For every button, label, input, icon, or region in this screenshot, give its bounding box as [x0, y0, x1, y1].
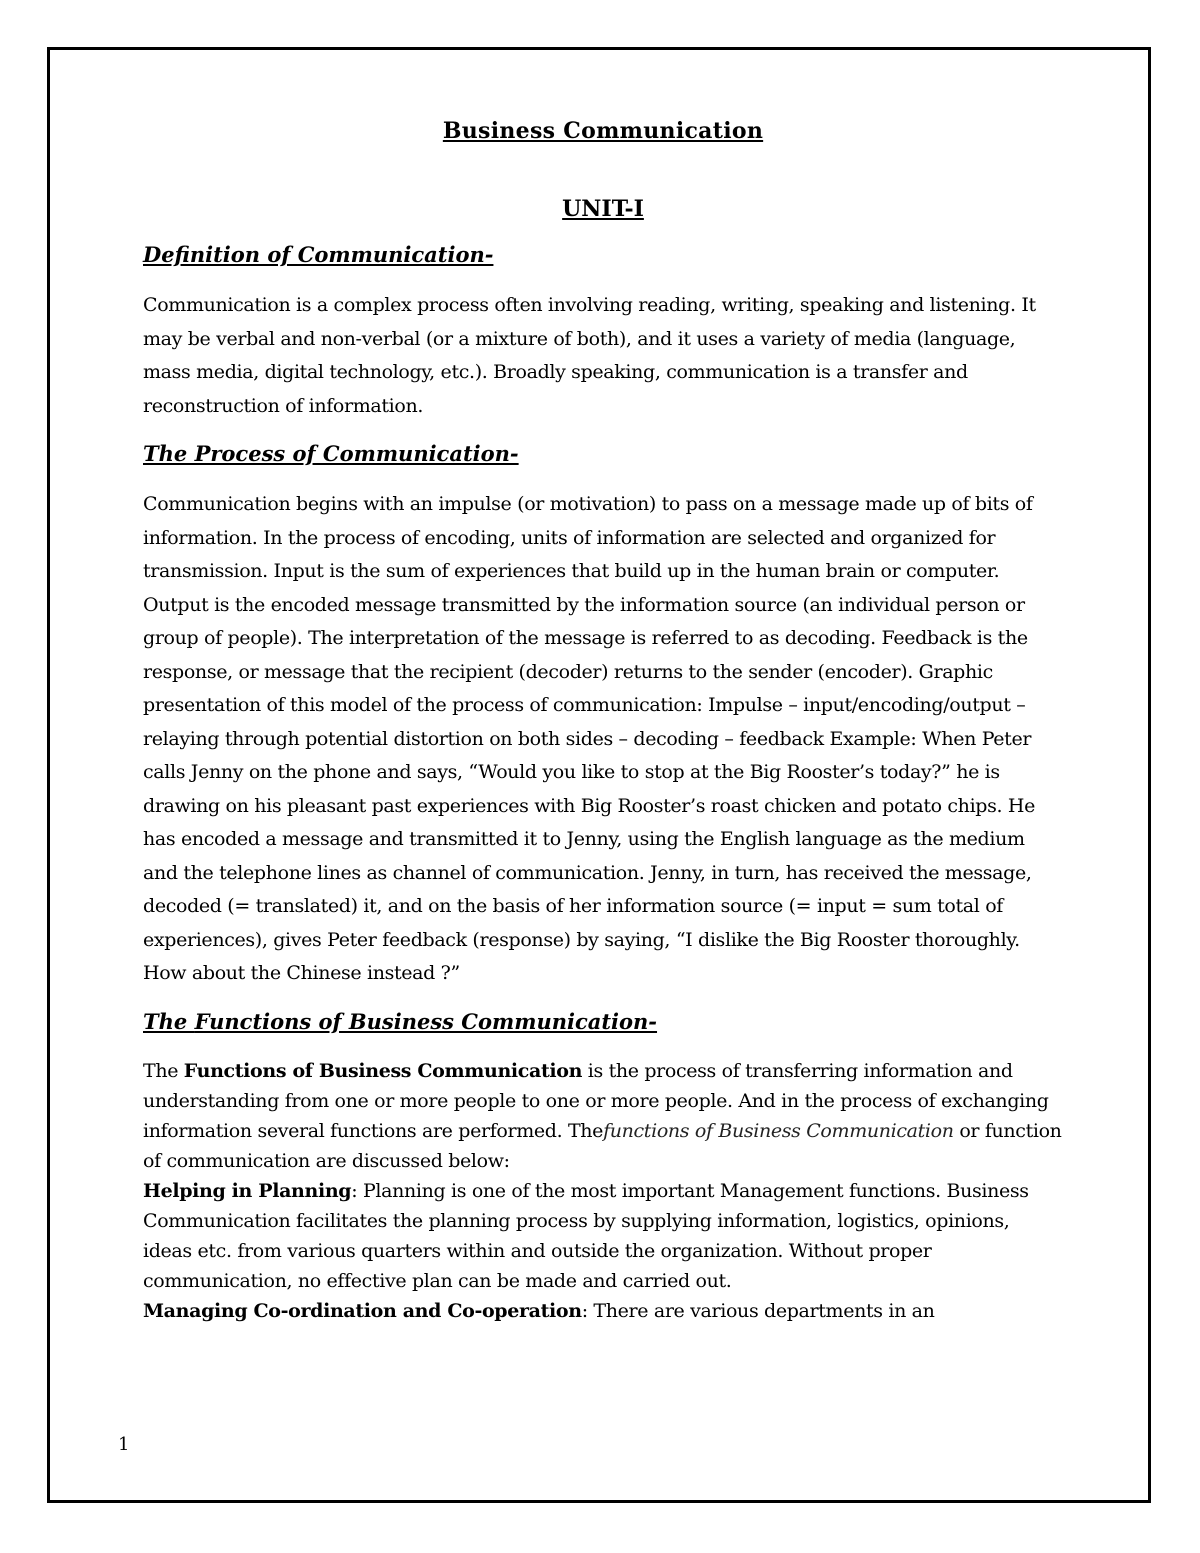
function-item-text-planning: : Planning is one of the most important Management functions. Business Communication facilitates the planning process by supplying information, logistics, opinions, ideas etc. from various quarters within and outside the organization. Without proper communication, no effective plan can be made and carried out.	[143, 1179, 1029, 1292]
page-number: 1	[118, 1434, 130, 1455]
document-body	[143, 118, 1063, 1326]
functions-intro-text: is the process of transferring information and understanding from one or more people to one or more people. And in the process of exchanging information several functions are performed. The	[143, 1059, 1049, 1142]
functions-intro-end: or function of communication are discussed below:	[143, 1119, 1062, 1172]
section-heading-process: The Process of Communication-	[143, 441, 519, 466]
section-heading-functions-prefix: The	[143, 1008, 195, 1034]
functions-intro-prefix: The	[143, 1059, 184, 1082]
functions-intro-italic: functions of Business Communication	[603, 1119, 954, 1142]
function-item-term-planning: Helping in Planning	[143, 1179, 352, 1202]
unit-title: UNIT-I	[562, 196, 644, 222]
section-paragraph-process: Communication begins with an impulse (or motivation) to pass on a message made up of bits of information. In the process of encoding, units of information are selected and organized for transmission. Input is the sum of experiences that build up in the human brain or computer. Output is the encoded message transmitted by the information source (an individual person or group of people). The interpretation of the message is referred to as decoding. Feedback is the response, or message that the recipient (decoder) returns to the sender (encoder). Graphic presentation of this model of the process of communication: Impulse – input/encoding/output – relaying through potential distortion on both sides – decoding – feedback Example: When Peter calls Jenny on the phone and says, “Would you like to stop at the Big Rooster’s today?” he is drawing on his pleasant past experiences with Big Rooster’s roast chicken and potato chips. He has encoded a message and transmitted it to Jenny, using the English language as the medium and the telephone lines as channel of communication. Jenny, in turn, has received the message, decoded (= translated) it, and on the basis of her information source (= input = sum total of experiences), gives Peter feedback (response) by saying, “I dislike the Big Rooster thoroughly. How about the Chinese instead ?”	[143, 493, 1035, 984]
section-paragraph-functions	[143, 1056, 1063, 1326]
section-heading-functions	[143, 1009, 1063, 1034]
section-heading-functions-rest: Functions of Business Communication-	[194, 1008, 658, 1034]
function-item-text-coordination: : There are various departments in an	[581, 1299, 935, 1322]
document-title: Business Communication	[442, 118, 764, 144]
section-heading-definition: Definition of Communication-	[143, 242, 494, 267]
functions-intro-term: Functions of Business Communication	[183, 1059, 583, 1082]
section-paragraph-definition: Communication is a complex process often involving reading, writing, speaking and listening. It may be verbal and non-verbal (or a mixture of both), and it uses a variety of media (language, mass media, digital technology, etc.). Broadly speaking, communication is a transfer and reconstruction of information.	[143, 294, 1036, 417]
function-item-term-coordination: Managing Co-ordination and Co-operation	[143, 1299, 582, 1322]
